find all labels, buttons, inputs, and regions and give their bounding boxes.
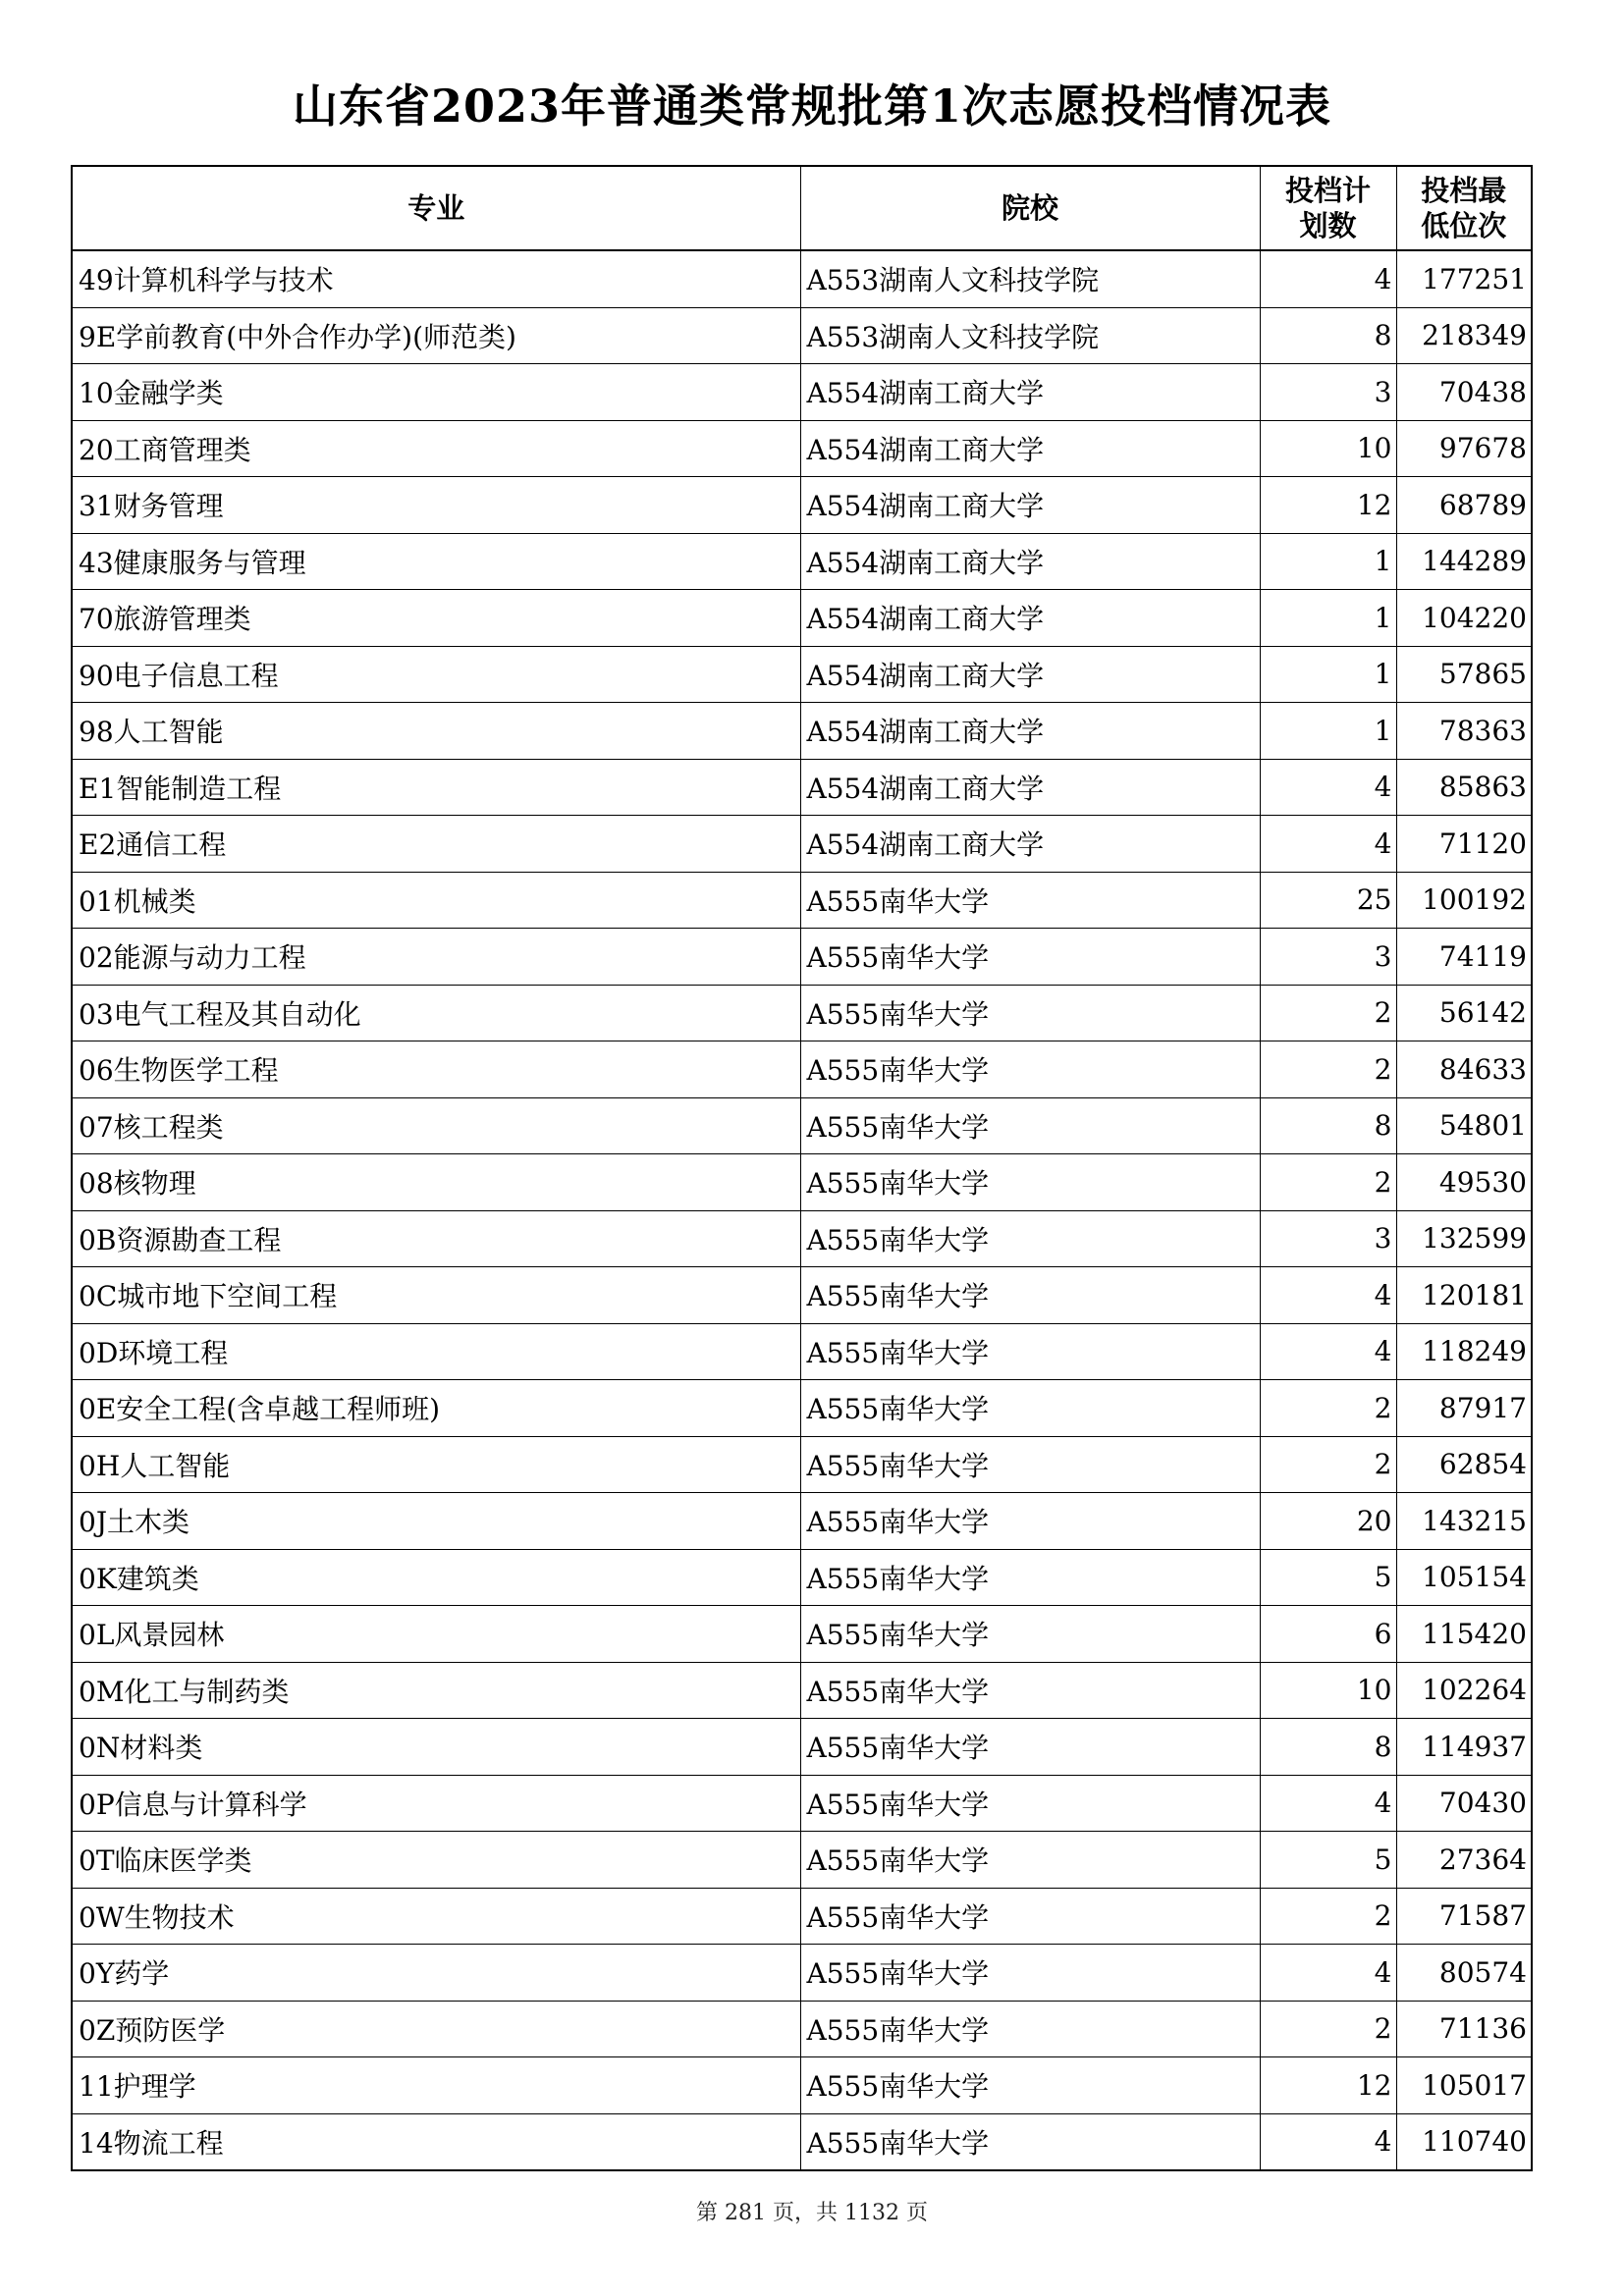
cell-school: A555南华大学 [800,1380,1260,1437]
cell-school: A555南华大学 [800,2113,1260,2170]
cell-rank: 78363 [1396,703,1532,760]
cell-plan: 12 [1260,2057,1396,2114]
cell-rank: 56142 [1396,985,1532,1041]
table-row [72,1606,1532,1663]
table-row [72,1662,1532,1719]
table-row [72,816,1532,873]
cell-plan: 2 [1260,1380,1396,1437]
cell-rank: 80574 [1396,1945,1532,2002]
cell-school: A555南华大学 [800,1436,1260,1493]
cell-major: E1智能制造工程 [72,759,800,816]
cell-plan: 1 [1260,703,1396,760]
cell-rank: 143215 [1396,1493,1532,1550]
cell-major: 0L风景园林 [72,1606,800,1663]
table-row [72,1380,1532,1437]
cell-major: 10金融学类 [72,364,800,421]
cell-major: 0N材料类 [72,1719,800,1776]
cell-rank: 49530 [1396,1154,1532,1211]
cell-school: A555南华大学 [800,1210,1260,1267]
cell-major: 0B资源勘查工程 [72,1210,800,1267]
table-row [72,1097,1532,1154]
table-row [72,420,1532,477]
table-row [72,2113,1532,2170]
cell-major: 0Y药学 [72,1945,800,2002]
cell-plan: 8 [1260,307,1396,364]
cell-major: 02能源与动力工程 [72,929,800,986]
cell-school: A554湖南工商大学 [800,420,1260,477]
cell-school: A555南华大学 [800,2057,1260,2114]
cell-major: 0H人工智能 [72,1436,800,1493]
cell-school: A555南华大学 [800,1549,1260,1606]
cell-school: A554湖南工商大学 [800,477,1260,534]
admission-table [71,165,1533,2171]
cell-major: 0K建筑类 [72,1549,800,1606]
cell-school: A555南华大学 [800,929,1260,986]
cell-rank: 85863 [1396,759,1532,816]
table-row [72,307,1532,364]
cell-rank: 74119 [1396,929,1532,986]
cell-plan: 4 [1260,1323,1396,1380]
cell-plan: 8 [1260,1719,1396,1776]
cell-rank: 70430 [1396,1775,1532,1832]
cell-plan: 8 [1260,1097,1396,1154]
table-row [72,2001,1532,2057]
cell-rank: 71120 [1396,816,1532,873]
cell-major: 43健康服务与管理 [72,533,800,590]
cell-rank: 54801 [1396,1097,1532,1154]
cell-plan: 1 [1260,590,1396,647]
cell-rank: 57865 [1396,646,1532,703]
cell-major: 20工商管理类 [72,420,800,477]
cell-school: A553湖南人文科技学院 [800,307,1260,364]
table-row [72,533,1532,590]
cell-plan: 2 [1260,985,1396,1041]
cell-rank: 105154 [1396,1549,1532,1606]
cell-school: A555南华大学 [800,1154,1260,1211]
cell-school: A555南华大学 [800,1606,1260,1663]
cell-rank: 71136 [1396,2001,1532,2057]
table-row [72,646,1532,703]
header-row [72,166,1532,250]
table-row [72,250,1532,307]
table-row [72,1888,1532,1945]
cell-major: 14物流工程 [72,2113,800,2170]
cell-plan: 2 [1260,1888,1396,1945]
cell-plan: 1 [1260,646,1396,703]
header-rank-line1: 投档最 [1421,174,1507,207]
table-row [72,364,1532,421]
cell-major: 49计算机科学与技术 [72,250,800,307]
cell-school: A554湖南工商大学 [800,816,1260,873]
cell-rank: 110740 [1396,2113,1532,2170]
cell-major: 0T临床医学类 [72,1832,800,1889]
cell-school: A554湖南工商大学 [800,759,1260,816]
table-row [72,1267,1532,1324]
cell-plan: 10 [1260,1662,1396,1719]
cell-major: 0M化工与制药类 [72,1662,800,1719]
table-row [72,1154,1532,1211]
cell-major: 0J土木类 [72,1493,800,1550]
cell-rank: 114937 [1396,1719,1532,1776]
cell-school: A554湖南工商大学 [800,703,1260,760]
cell-major: 70旅游管理类 [72,590,800,647]
cell-plan: 2 [1260,1154,1396,1211]
cell-school: A553湖南人文科技学院 [800,250,1260,307]
cell-plan: 4 [1260,1775,1396,1832]
cell-school: A555南华大学 [800,1267,1260,1324]
cell-school: A555南华大学 [800,1888,1260,1945]
cell-rank: 62854 [1396,1436,1532,1493]
cell-plan: 5 [1260,1832,1396,1889]
table-row [72,2057,1532,2114]
cell-rank: 104220 [1396,590,1532,647]
header-school: 院校 [800,166,1260,250]
cell-rank: 218349 [1396,307,1532,364]
cell-major: 98人工智能 [72,703,800,760]
cell-plan: 1 [1260,533,1396,590]
cell-plan: 4 [1260,1267,1396,1324]
cell-major: 01机械类 [72,872,800,929]
cell-school: A555南华大学 [800,1945,1260,2002]
cell-rank: 87917 [1396,1380,1532,1437]
cell-major: E2通信工程 [72,816,800,873]
cell-plan: 3 [1260,364,1396,421]
cell-major: 31财务管理 [72,477,800,534]
cell-major: 90电子信息工程 [72,646,800,703]
table-row [72,872,1532,929]
cell-rank: 84633 [1396,1041,1532,1098]
cell-plan: 20 [1260,1493,1396,1550]
cell-plan: 10 [1260,420,1396,477]
header-rank [1396,166,1532,250]
cell-rank: 132599 [1396,1210,1532,1267]
cell-school: A555南华大学 [800,1323,1260,1380]
cell-school: A555南华大学 [800,1041,1260,1098]
table-row [72,929,1532,986]
header-rank-line2: 低位次 [1421,209,1507,242]
cell-major: 03电气工程及其自动化 [72,985,800,1041]
cell-major: 0P信息与计算科学 [72,1775,800,1832]
cell-school: A554湖南工商大学 [800,590,1260,647]
cell-rank: 97678 [1396,420,1532,477]
table-header [72,166,1532,250]
cell-plan: 6 [1260,1606,1396,1663]
cell-school: A554湖南工商大学 [800,364,1260,421]
cell-major: 08核物理 [72,1154,800,1211]
cell-major: 0D环境工程 [72,1323,800,1380]
cell-major: 11护理学 [72,2057,800,2114]
header-plan [1260,166,1396,250]
cell-rank: 71587 [1396,1888,1532,1945]
cell-rank: 177251 [1396,250,1532,307]
table-row [72,759,1532,816]
cell-school: A555南华大学 [800,1775,1260,1832]
page-footer: 第 281 页，共 1132 页 [696,2201,928,2225]
cell-rank: 144289 [1396,533,1532,590]
cell-rank: 115420 [1396,1606,1532,1663]
cell-school: A555南华大学 [800,1662,1260,1719]
cell-plan: 2 [1260,1041,1396,1098]
cell-rank: 102264 [1396,1662,1532,1719]
table-row [72,1493,1532,1550]
table-row [72,1719,1532,1776]
header-major: 专业 [72,166,800,250]
cell-major: 0C城市地下空间工程 [72,1267,800,1324]
cell-plan: 4 [1260,2113,1396,2170]
table-row [72,1323,1532,1380]
header-plan-line1: 投档计 [1284,174,1371,207]
cell-plan: 12 [1260,477,1396,534]
cell-plan: 4 [1260,816,1396,873]
table-body [72,250,1532,2170]
cell-plan: 4 [1260,1945,1396,2002]
cell-plan: 3 [1260,929,1396,986]
cell-major: 0Z预防医学 [72,2001,800,2057]
table-row [72,703,1532,760]
table-row [72,1041,1532,1098]
cell-major: 0E安全工程(含卓越工程师班) [72,1380,800,1437]
cell-rank: 70438 [1396,364,1532,421]
table-row [72,985,1532,1041]
cell-school: A555南华大学 [800,1097,1260,1154]
cell-plan: 2 [1260,1436,1396,1493]
cell-major: 07核工程类 [72,1097,800,1154]
cell-plan: 25 [1260,872,1396,929]
cell-plan: 3 [1260,1210,1396,1267]
cell-major: 0W生物技术 [72,1888,800,1945]
cell-major: 9E学前教育(中外合作办学)(师范类) [72,307,800,364]
table-row [72,1775,1532,1832]
cell-plan: 4 [1260,759,1396,816]
cell-rank: 27364 [1396,1832,1532,1889]
cell-plan: 4 [1260,250,1396,307]
cell-school: A554湖南工商大学 [800,533,1260,590]
cell-school: A555南华大学 [800,2001,1260,2057]
table-row [72,1210,1532,1267]
cell-school: A555南华大学 [800,1719,1260,1776]
cell-school: A555南华大学 [800,985,1260,1041]
cell-school: A555南华大学 [800,1493,1260,1550]
header-plan-line2: 划数 [1299,209,1357,242]
cell-rank: 100192 [1396,872,1532,929]
cell-major: 06生物医学工程 [72,1041,800,1098]
table-row [72,1549,1532,1606]
cell-school: A555南华大学 [800,872,1260,929]
table-row [72,1436,1532,1493]
cell-rank: 105017 [1396,2057,1532,2114]
table-row [72,1945,1532,2002]
cell-school: A555南华大学 [800,1832,1260,1889]
page-title: 山东省2023年普通类常规批第1次志愿投档情况表 [292,80,1332,133]
cell-plan: 5 [1260,1549,1396,1606]
table-row [72,1832,1532,1889]
cell-rank: 118249 [1396,1323,1532,1380]
table-row [72,590,1532,647]
cell-plan: 2 [1260,2001,1396,2057]
cell-rank: 120181 [1396,1267,1532,1324]
cell-rank: 68789 [1396,477,1532,534]
table-row [72,477,1532,534]
cell-school: A554湖南工商大学 [800,646,1260,703]
